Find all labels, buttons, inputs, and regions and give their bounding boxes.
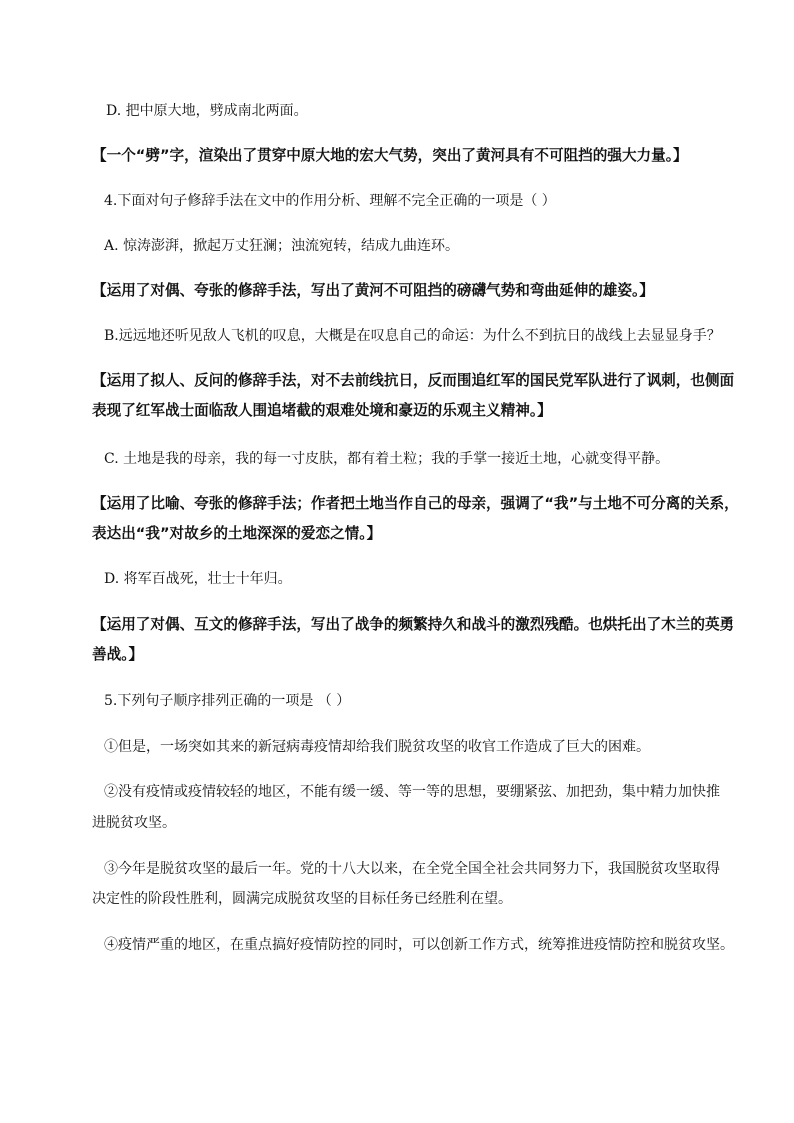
question-5: 5.下列句子顺序排列正确的一项是 （ ）: [104, 693, 351, 709]
option-c: C. 土地是我的母亲，我的每一寸皮肤，都有着土粒；我的手掌一接近土地，心就变得平静。: [104, 451, 670, 467]
option-b-analysis-line1: 【运用了拟人、反问的修辞手法，对不去前线抗日，反而围追红军的国民党军队进行了讽刺，也侧面: [92, 372, 735, 389]
sentence-1: ①但是，一场突如其来的新冠病毒疫情却给我们脱贫攻坚的收官工作造成了巨大的困难。: [104, 739, 650, 755]
option-a-analysis: 【运用了对偶、夸张的修辞手法，写出了黄河不可阻挡的磅礴气势和弯曲延伸的雄姿。】: [92, 282, 654, 299]
option-a: A. 惊涛澎湃，掀起万丈狂澜；浊流宛转，结成九曲连环。: [104, 238, 460, 254]
option-b-analysis-line2: 表现了红军战士面临敌人围追堵截的艰难处境和豪迈的乐观主义精神。】: [92, 402, 552, 419]
sentence-3-line2: 决定性的阶段性胜利，圆满完成脱贫攻坚的目标任务已经胜利在望。: [92, 891, 512, 907]
option-d: D. 将军百战死，壮士十年归。: [104, 571, 292, 587]
option-d-analysis-line1: 【运用了对偶、互文的修辞手法，写出了战争的频繁持久和战斗的激烈残酷。也烘托出了木兰的英勇: [92, 616, 735, 633]
sentence-2-line2: 进脱贫攻坚。: [92, 815, 176, 831]
option-b: B.远远地还听见敌人飞机的叹息，大概是在叹息自己的命运：为什么不到抗日的战线上去显显身手？: [104, 328, 721, 344]
option-d-analysis-line2: 善战。】: [92, 646, 144, 663]
analysis-bracket: 【一个“劈”字，渲染出了贯穿中原大地的宏大气势，突出了黄河具有不可阻挡的强大力量。】: [92, 147, 688, 164]
sentence-3-line1: ③今年是脱贫攻坚的最后一年。党的十八大以来，在全党全国全社会共同努力下，我国脱贫攻坚取得: [104, 861, 720, 877]
option-d-quote: D. 把中原大地，劈成南北两面。: [106, 103, 308, 119]
option-c-analysis-line1: 【运用了比喻、夸张的修辞手法；作者把土地当作自己的母亲，强调了“我”与土地不可分离的关系，: [92, 495, 739, 512]
question-4: 4.下面对句子修辞手法在文中的作用分析、理解不完全正确的一项是（ ）: [104, 193, 556, 209]
option-c-analysis-line2: 表达出“我”对故乡的土地深深的爱恋之情。】: [92, 525, 382, 542]
sentence-2-line1: ②没有疫情或疫情较轻的地区，不能有缓一缓、等一等的思想，要绷紧弦、加把劲，集中精力加快推: [104, 784, 720, 800]
sentence-4: ④疫情严重的地区，在重点搞好疫情防控的同时，可以创新工作方式，统筹推进疫情防控和脱贫攻坚。: [104, 937, 734, 953]
